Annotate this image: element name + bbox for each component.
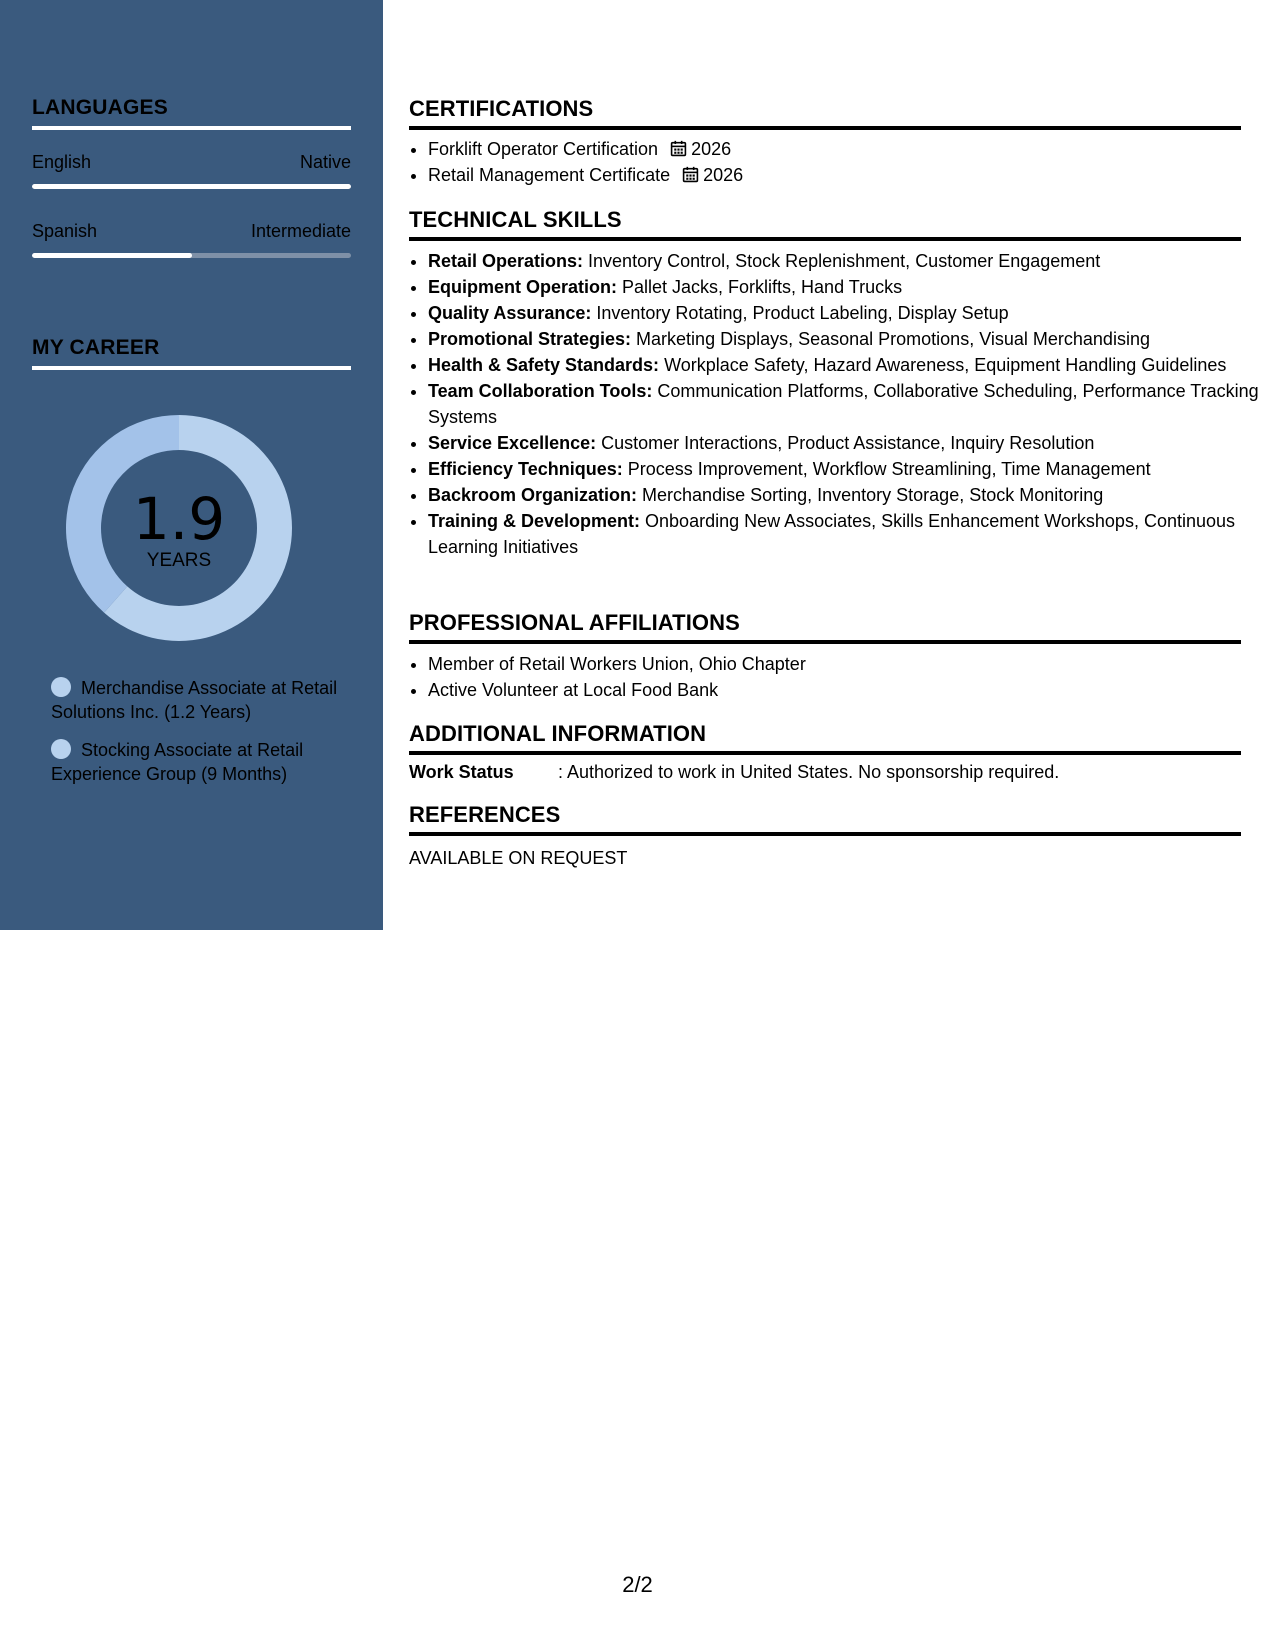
certification-year: 2026 xyxy=(703,165,744,185)
career-dot-icon xyxy=(51,739,71,759)
affiliation-item: • Active Volunteer at Local Food Bank xyxy=(428,677,1260,703)
skill-text: Communication Platforms, Collaborative Scheduling, Performance Tracking Systems xyxy=(428,381,1259,427)
language-level: Native xyxy=(299,152,351,172)
skill-text: Workplace Safety, Hazard Awareness, Equipment Handling Guidelines xyxy=(659,355,1227,375)
skill-text: Customer Interactions, Product Assistance, Inquiry Resolution xyxy=(596,433,1095,453)
skill-text: Process Improvement, Workflow Streamlining, Time Management xyxy=(622,459,1151,479)
additional-info-heading: ADDITIONAL INFORMATION xyxy=(409,721,1241,755)
skill-label: Health & Safety Standards: xyxy=(428,355,660,375)
skill-label: Efficiency Techniques: xyxy=(428,459,623,479)
certification-item xyxy=(428,136,1260,162)
skill-text: Inventory Control, Stock Replenishment, Customer Engagement xyxy=(583,251,1101,271)
language-row-spanish xyxy=(32,221,351,243)
skill-item xyxy=(428,352,1260,378)
references-heading: REFERENCES xyxy=(409,802,1241,836)
language-row-english xyxy=(32,152,351,174)
calendar-icon xyxy=(670,140,687,157)
skill-text: Marketing Displays, Seasonal Promotions, Visual Merchandising xyxy=(631,329,1150,349)
language-name: Spanish xyxy=(32,221,98,241)
career-item-text: Merchandise Associate at Retail Solutions Inc. (1.2 Years) xyxy=(51,678,338,722)
skill-item xyxy=(428,508,1260,560)
career-item-text: Stocking Associate at Retail Experience Group (9 Months) xyxy=(51,740,304,784)
language-bar-spanish xyxy=(32,253,351,258)
career-item xyxy=(51,738,341,786)
skill-label: Quality Assurance: xyxy=(428,303,592,323)
skill-label: Retail Operations: xyxy=(428,251,584,271)
skill-item xyxy=(428,482,1260,508)
skills-heading: TECHNICAL SKILLS xyxy=(409,207,1241,241)
skill-text: Pallet Jacks, Forklifts, Hand Trucks xyxy=(617,277,903,297)
career-dot-icon xyxy=(51,677,71,697)
skill-item xyxy=(428,326,1260,352)
language-bar-fill xyxy=(32,253,192,258)
skill-label: Promotional Strategies: xyxy=(428,329,632,349)
skill-item xyxy=(428,378,1260,430)
certification-name: Retail Management Certificate xyxy=(428,165,671,185)
skills-list xyxy=(409,248,1260,560)
page-number: 2/2 xyxy=(622,1572,653,1597)
language-level: Intermediate xyxy=(250,221,351,241)
certification-year: 2026 xyxy=(691,139,732,159)
certification-item xyxy=(428,162,1260,188)
career-item xyxy=(51,676,341,724)
language-bar-english xyxy=(32,184,351,189)
skill-item xyxy=(428,456,1260,482)
language-bar-fill xyxy=(32,184,351,189)
skill-item xyxy=(428,274,1260,300)
skill-item xyxy=(428,248,1260,274)
references-text: AVAILABLE ON REQUEST xyxy=(409,848,628,868)
affiliations-list xyxy=(409,651,1260,703)
skill-item xyxy=(428,430,1260,456)
certifications-heading: CERTIFICATIONS xyxy=(409,96,1241,130)
work-status-row xyxy=(409,760,1241,784)
skill-text: Inventory Rotating, Product Labeling, Display Setup xyxy=(591,303,1009,323)
work-status-value: : Authorized to work in United States. No sponsorship required. xyxy=(558,762,1060,782)
skill-label: Backroom Organization: xyxy=(428,485,638,505)
skill-item xyxy=(428,300,1260,326)
affiliation-item: • Member of Retail Workers Union, Ohio Chapter xyxy=(428,651,1260,677)
affiliations-heading: PROFESSIONAL AFFILIATIONS xyxy=(409,610,1241,644)
career-total-value: 1.9 xyxy=(132,485,226,553)
languages-heading: LANGUAGES xyxy=(32,96,351,130)
skill-text: Onboarding New Associates, Skills Enhancement Workshops, Continuous Learning Initiatives xyxy=(428,511,1236,557)
career-heading: MY CAREER xyxy=(32,336,351,370)
certifications-list xyxy=(409,136,1260,188)
skill-label: Equipment Operation: xyxy=(428,277,617,297)
calendar-icon xyxy=(682,166,699,183)
language-name: English xyxy=(32,152,92,172)
work-status-label: Work Status xyxy=(409,762,514,782)
certification-name: Forklift Operator Certification xyxy=(428,139,659,159)
skill-label: Training & Development: xyxy=(428,511,641,531)
skill-label: Service Excellence: xyxy=(428,433,597,453)
skill-text: Merchandise Sorting, Inventory Storage, Stock Monitoring xyxy=(637,485,1104,505)
career-total-unit: YEARS xyxy=(146,550,212,571)
skill-label: Team Collaboration Tools: xyxy=(428,381,653,401)
